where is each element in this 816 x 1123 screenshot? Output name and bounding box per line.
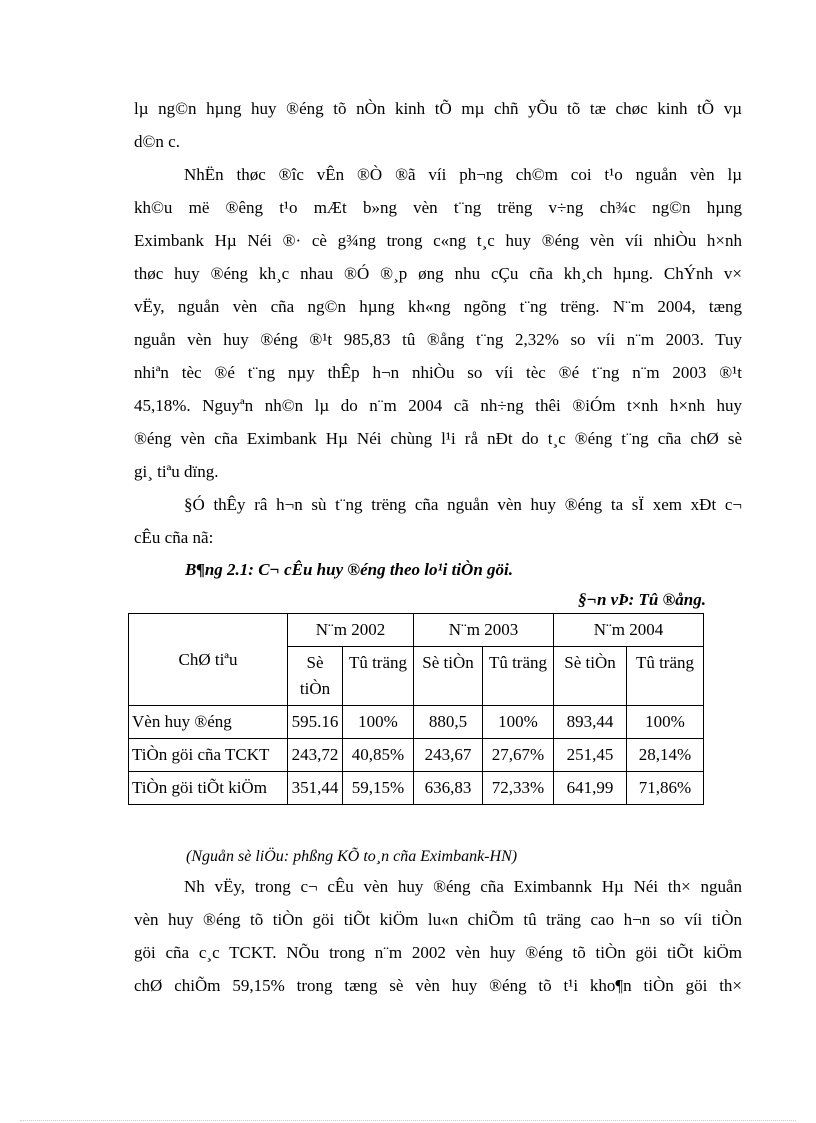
cell-share: 59,15% <box>343 772 414 805</box>
cell-share: 40,85% <box>343 739 414 772</box>
paragraph-line: vËy, nguån vèn cña ng©n hµng kh«ng ngõng t¨ng trëng. N¨m 2004, tæng <box>134 297 742 316</box>
paragraph-line: 45,18%. Nguyªn nh©n lµ do n¨m 2004 cã nh÷ng thêi ®iÓm t×nh h×nh huy <box>134 396 742 415</box>
paragraph-line: chØ chiÕm 59,15% trong tæng sè vèn huy ®éng tõ t¹i kho¶n tiÒn göi th× <box>134 976 742 995</box>
year-header-2003: N¨m 2003 <box>414 614 554 647</box>
cell-share: 72,33% <box>483 772 554 805</box>
table-source-note: (Nguån sè liÖu: phßng KÕ to¸n cña Eximbank-HN) <box>186 848 518 865</box>
cell-value: 880,5 <box>414 706 483 739</box>
paragraph-line: Nh vËy, trong c¬ cÊu vèn huy ®éng cña Eximbannk Hµ Néi th× nguån <box>184 877 742 896</box>
cell-share: 71,86% <box>627 772 704 805</box>
page-bottom-divider <box>20 1120 796 1121</box>
year-header-2002: N¨m 2002 <box>288 614 414 647</box>
share-header-2003: Tû träng <box>483 647 554 706</box>
amount-header-2003: Sè tiÒn <box>414 647 483 706</box>
table-row <box>129 706 704 739</box>
paragraph-line: vèn huy ®éng tõ tiÒn göi tiÕt kiÖm lu«n chiÕm tû träng cao h¬n so víi tiÒn <box>134 910 742 929</box>
paragraph-line: lµ ng©n hµng huy ®éng tõ nÒn kinh tÕ mµ chñ yÕu tõ tæ chøc kinh tÕ vµ <box>134 99 742 118</box>
paragraph-line: Eximbank Hµ Néi ®· cè g¾ng trong c«ng t¸c huy ®éng vèn víi nhiÒu h×nh <box>134 231 742 250</box>
cell-share: 27,67% <box>483 739 554 772</box>
share-header-2004: Tû träng <box>627 647 704 706</box>
cell-value: 243,67 <box>414 739 483 772</box>
cell-share: 100% <box>483 706 554 739</box>
cell-share: 100% <box>627 706 704 739</box>
cell-share: 100% <box>343 706 414 739</box>
cell-value: 251,45 <box>554 739 627 772</box>
paragraph-line: thøc huy ®éng kh¸c nhau ®Ó ®¸p øng nhu cÇu cña kh¸ch hµng. ChÝnh v× <box>134 264 742 283</box>
table-row <box>129 772 704 805</box>
table-caption: B¶ng 2.1: C¬ cÊu huy ®éng theo lo¹i tiÒn göi. <box>185 560 514 579</box>
paragraph-line: NhËn thøc ®îc vÊn ®Ò ®ã víi ph¬ng ch©m coi t¹o nguån vèn lµ <box>184 165 742 184</box>
paragraph-line: nguån vèn huy ®éng ®¹t 985,83 tû ®ång t¨ng 2,32% so víi n¨m 2003. Tuy <box>134 330 742 349</box>
row-label: TiÒn göi tiÕt kiÖm <box>129 772 288 805</box>
paragraph-line: d©n c. <box>134 132 180 151</box>
deposit-structure-table <box>128 613 704 805</box>
year-header-2004: N¨m 2004 <box>554 614 704 647</box>
cell-value: 636,83 <box>414 772 483 805</box>
share-header-2002: Tû träng <box>343 647 414 706</box>
cell-value: 893,44 <box>554 706 627 739</box>
row-label: Vèn huy ®éng <box>129 706 288 739</box>
paragraph-line: kh©u më ®êng t¹o mÆt b»ng vèn t¨ng trëng v÷ng ch¾c ng©n hµng <box>134 198 742 217</box>
table-unit: §¬n vÞ: Tû ®ång. <box>578 590 706 609</box>
paragraph-line: cÊu cña nã: <box>134 528 214 547</box>
table-row <box>129 739 704 772</box>
paragraph-line: göi cña c¸c TCKT. NÕu trong n¨m 2002 vèn huy ®éng tõ tiÒn göi tiÕt kiÖm <box>134 943 742 962</box>
paragraph-line: §Ó thÊy râ h¬n sù t¨ng trëng cña nguån vèn huy ®éng ta sÏ xem xÐt c¬ <box>184 495 742 514</box>
amount-header-2004: Sè tiÒn <box>554 647 627 706</box>
cell-value: 641,99 <box>554 772 627 805</box>
paragraph-line: gi¸ tiªu dïng. <box>134 462 219 481</box>
cell-share: 28,14% <box>627 739 704 772</box>
table-header-row <box>129 614 704 647</box>
row-label: TiÒn göi cña TCKT <box>129 739 288 772</box>
indicator-header: ChØ tiªu <box>129 614 288 706</box>
paragraph-line: ®éng vèn cña Eximbank Hµ Néi chùng l¹i rå nÐt do t¸c ®éng t¨ng cña chØ sè <box>134 429 742 448</box>
paragraph-line: nhiªn tèc ®é t¨ng nµy thÊp h¬n nhiÒu so víi tèc ®é t¨ng n¨m 2003 ®¹t <box>134 363 742 382</box>
cell-value: 243,72 <box>288 739 343 772</box>
cell-value: 595.16 <box>288 706 343 739</box>
cell-value: 351,44 <box>288 772 343 805</box>
amount-header-2002: Sè tiÒn <box>288 647 343 706</box>
